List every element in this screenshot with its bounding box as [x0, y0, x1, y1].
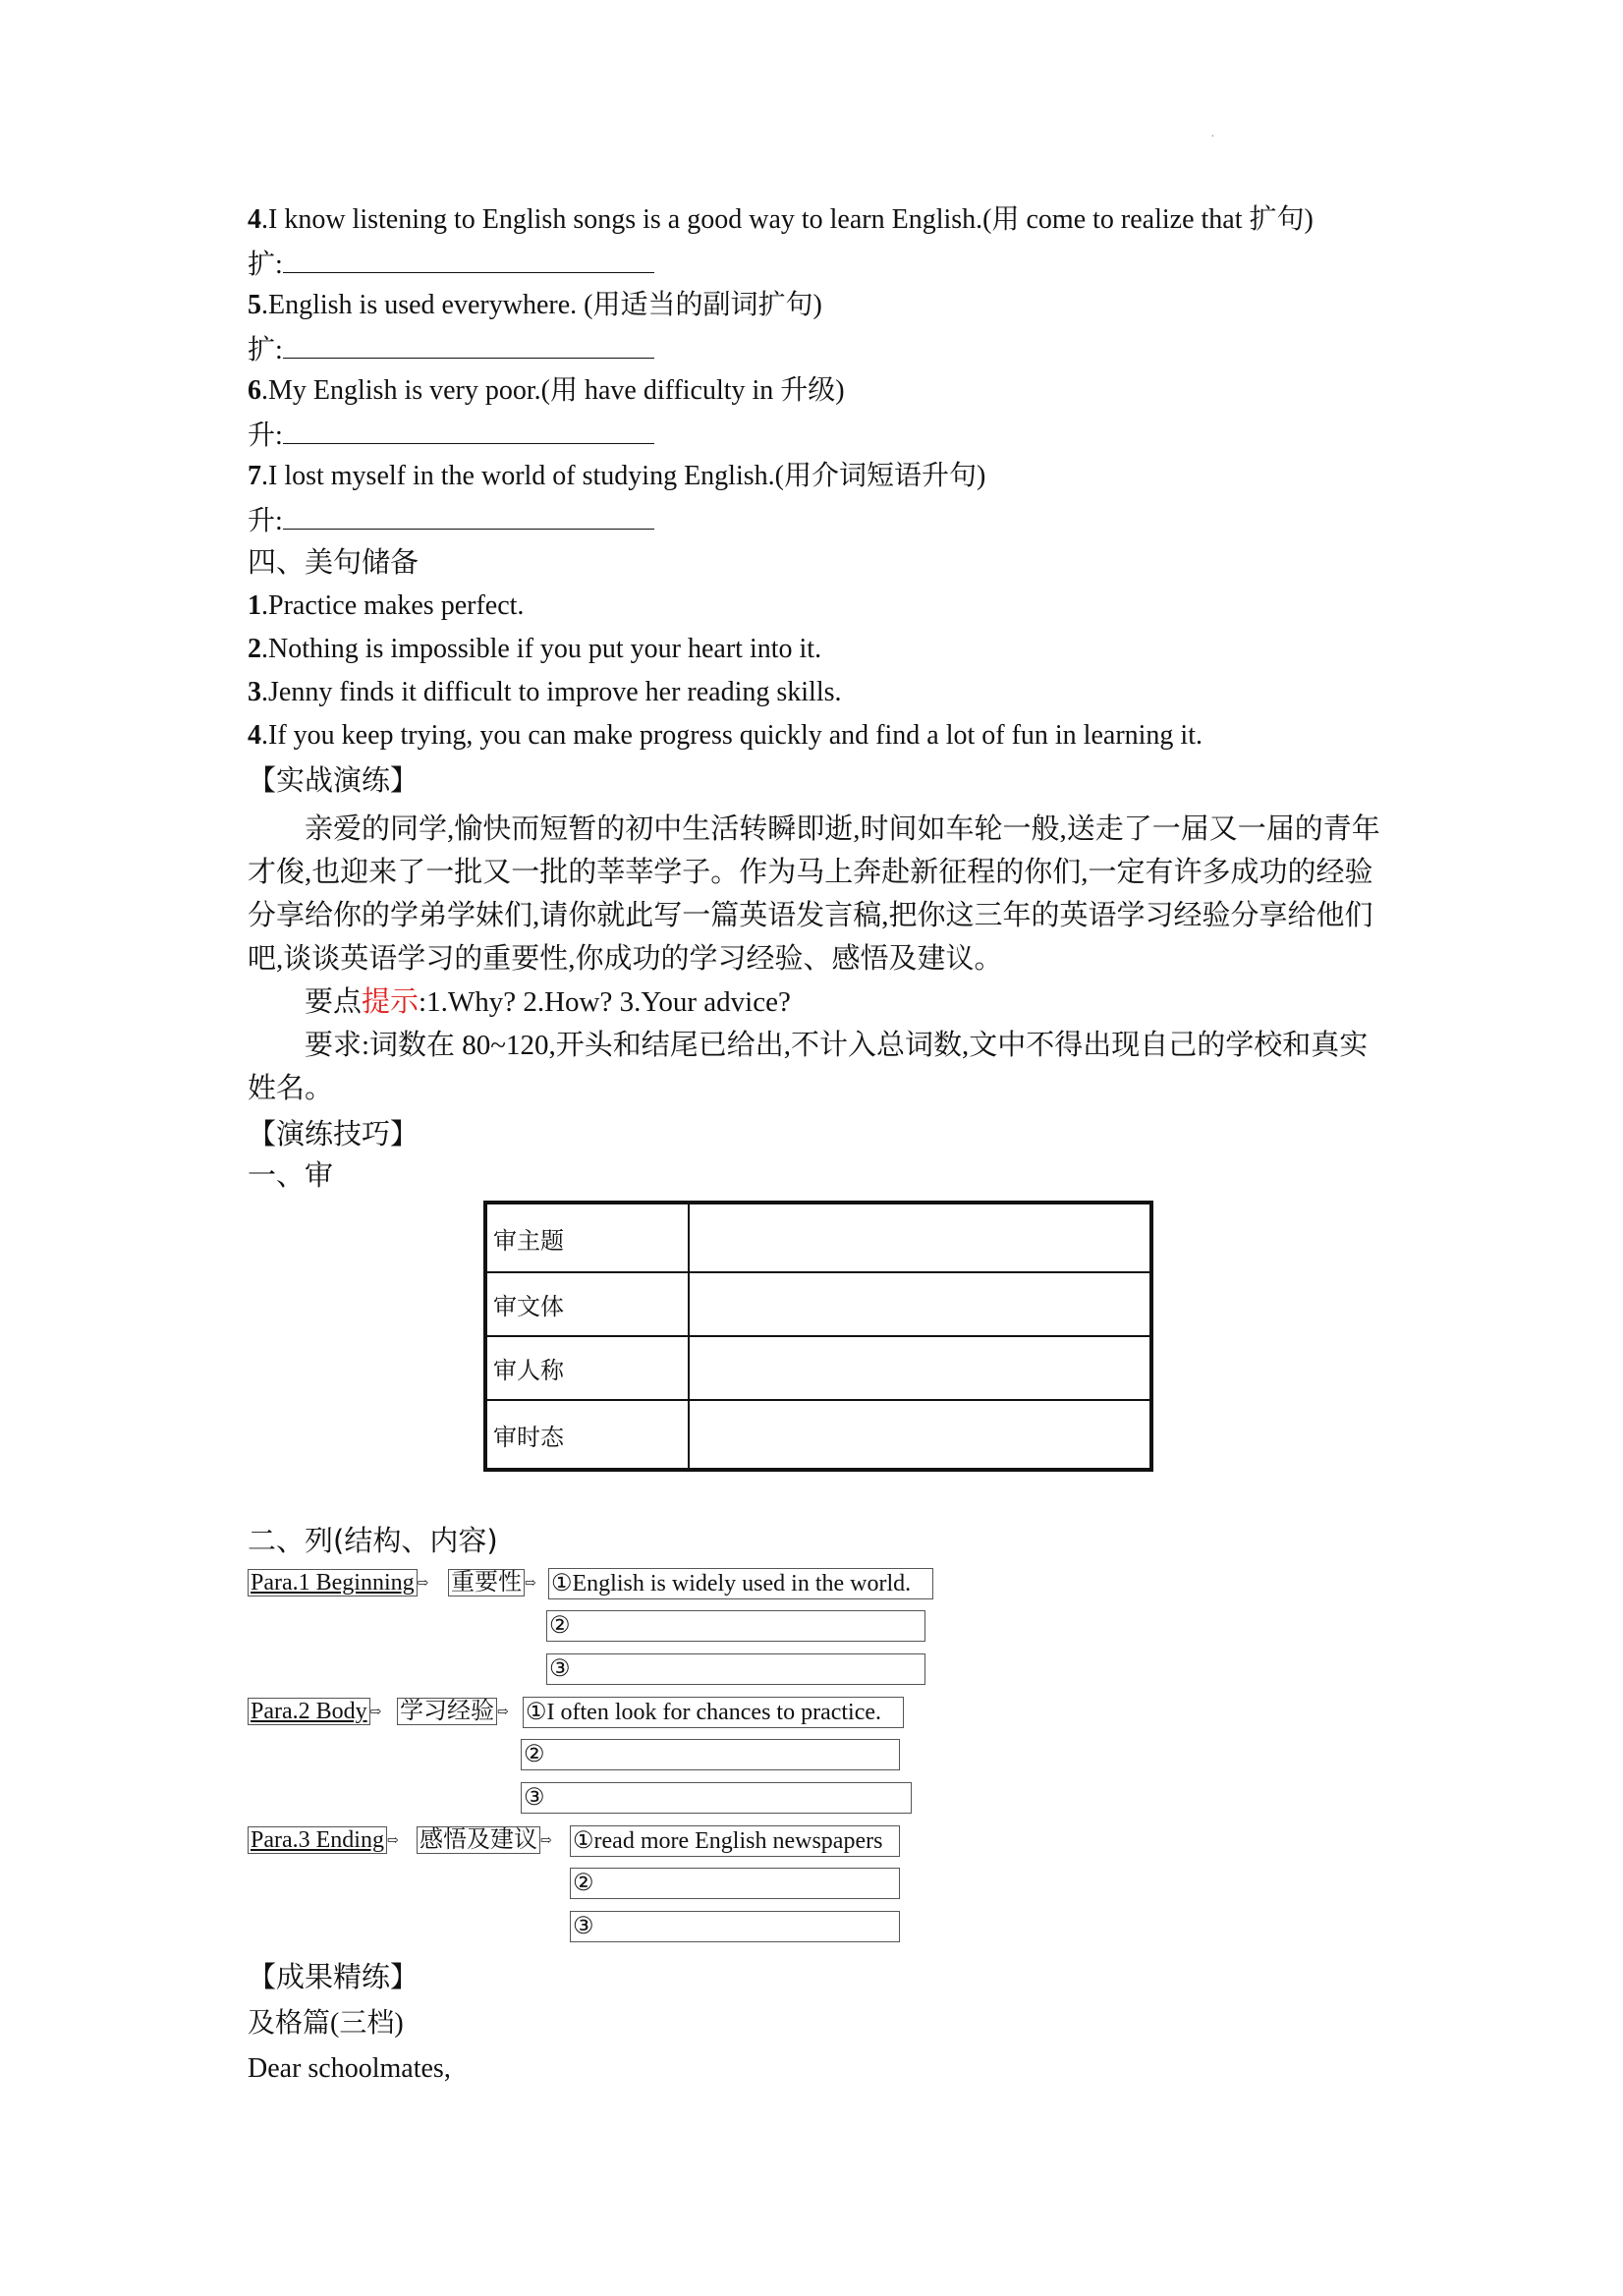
- arrow-icon: ⇨: [525, 1576, 536, 1592]
- para1-item-2[interactable]: ②: [546, 1610, 925, 1642]
- sentence-1: 1.Practice makes perfect.: [248, 590, 525, 621]
- para1-tag: 重要性 ⇨: [448, 1568, 536, 1599]
- arrow-icon: ⇨: [386, 1833, 399, 1849]
- para2-item-2[interactable]: ②: [521, 1739, 900, 1770]
- greeting: Dear schoolmates,: [248, 2053, 451, 2084]
- requirement-paragraph: 要求:词数在 80~120,开头和结尾已给出,不计入总词数,文中不得出现自己的学校和真实姓名。: [248, 1030, 1369, 1104]
- step2-title: 二、列(结构、内容): [248, 1524, 498, 1557]
- answer-blank[interactable]: [283, 414, 654, 444]
- review-table: [483, 1201, 1153, 1472]
- table-row: 审时态: [487, 1401, 1149, 1468]
- answer-blank[interactable]: [283, 243, 654, 273]
- para2-tag: 学习经验 ⇨: [397, 1697, 509, 1728]
- step1-title: 一、审: [248, 1158, 334, 1192]
- rewrite-answer-4: 扩:: [248, 243, 654, 285]
- answer-blank[interactable]: [283, 328, 654, 359]
- skills-title: 【演练技巧】: [248, 1117, 420, 1150]
- table-answer-cell[interactable]: [690, 1204, 1149, 1271]
- rewrite-answer-5: 扩:: [248, 328, 654, 370]
- result-title: 【成果精练】: [248, 1960, 420, 1993]
- para3-item-2[interactable]: ②: [570, 1868, 900, 1899]
- table-answer-cell[interactable]: [690, 1273, 1149, 1335]
- hint-line: 要点提示:1.Why? 2.How? 3.Your advice?: [305, 986, 791, 1018]
- para3-item-3[interactable]: ③: [570, 1911, 900, 1942]
- para3-tag: 感悟及建议 ⇨: [417, 1825, 552, 1857]
- rewrite-item-6: 6.My English is very poor.(用 have difficulty in 升级): [248, 375, 845, 406]
- sentence-4: 4.If you keep trying, you can make progress quickly and find a lot of fun in learning it.: [248, 720, 1203, 751]
- para2-item-1[interactable]: ①I often look for chances to practice.: [523, 1697, 904, 1728]
- para1-item-3[interactable]: ③: [546, 1653, 925, 1685]
- result-level: 及格篇(三档): [248, 2008, 404, 2039]
- para3-item-1[interactable]: ①read more English newspapers: [570, 1825, 900, 1857]
- practice-paragraph: 亲爱的同学,愉快而短暂的初中生活转瞬即逝,时间如车轮一般,送走了一届又一届的青年才俊,也迎来了一批又一批的莘莘学子。作为马上奔赴新征程的你们,一定有许多成功的经验分享给你的学弟学妹们,请你就此写一篇英语发言稿,把你这三年的英语学习经验分享给他们吧,谈谈英语学习的重要性,你成功的学习经验、感悟及建议。: [248, 813, 1380, 975]
- section4-title: 四、美句储备: [248, 545, 420, 579]
- para2-label: Para.2 Body ⇨: [248, 1697, 381, 1728]
- sentence-2: 2.Nothing is impossible if you put your heart into it.: [248, 634, 822, 664]
- table-row: 审主题: [487, 1204, 1149, 1273]
- table-answer-cell[interactable]: [690, 1401, 1149, 1468]
- rewrite-item-4: 4.I know listening to English songs is a good way to learn English.(用 come to realize that 扩句): [248, 204, 1314, 235]
- arrow-icon: ⇨: [497, 1705, 509, 1720]
- rewrite-answer-7: 升:: [248, 499, 654, 541]
- arrow-icon: ⇨: [540, 1833, 552, 1849]
- para3-label: Para.3 Ending ⇨: [248, 1825, 399, 1857]
- rewrite-item-7: 7.I lost myself in the world of studying English.(用介词短语升句): [248, 461, 986, 491]
- arrow-icon: ⇨: [369, 1705, 382, 1720]
- para1-item-1[interactable]: ①English is widely used in the world.: [548, 1568, 933, 1599]
- arrow-icon: ⇨: [417, 1576, 429, 1592]
- para1-label: Para.1 Beginning ⇨: [248, 1568, 428, 1599]
- answer-blank[interactable]: [283, 499, 654, 530]
- table-answer-cell[interactable]: [690, 1337, 1149, 1399]
- table-row: 审文体: [487, 1273, 1149, 1337]
- rewrite-answer-6: 升:: [248, 414, 654, 456]
- rewrite-item-5: 5.English is used everywhere. (用适当的副词扩句): [248, 290, 822, 320]
- page-mark: ·: [1210, 130, 1215, 144]
- table-row: 审人称: [487, 1337, 1149, 1401]
- practice-title: 【实战演练】: [248, 763, 420, 797]
- sentence-3: 3.Jenny finds it difficult to improve her reading skills.: [248, 677, 842, 707]
- para2-item-3[interactable]: ③: [521, 1782, 912, 1814]
